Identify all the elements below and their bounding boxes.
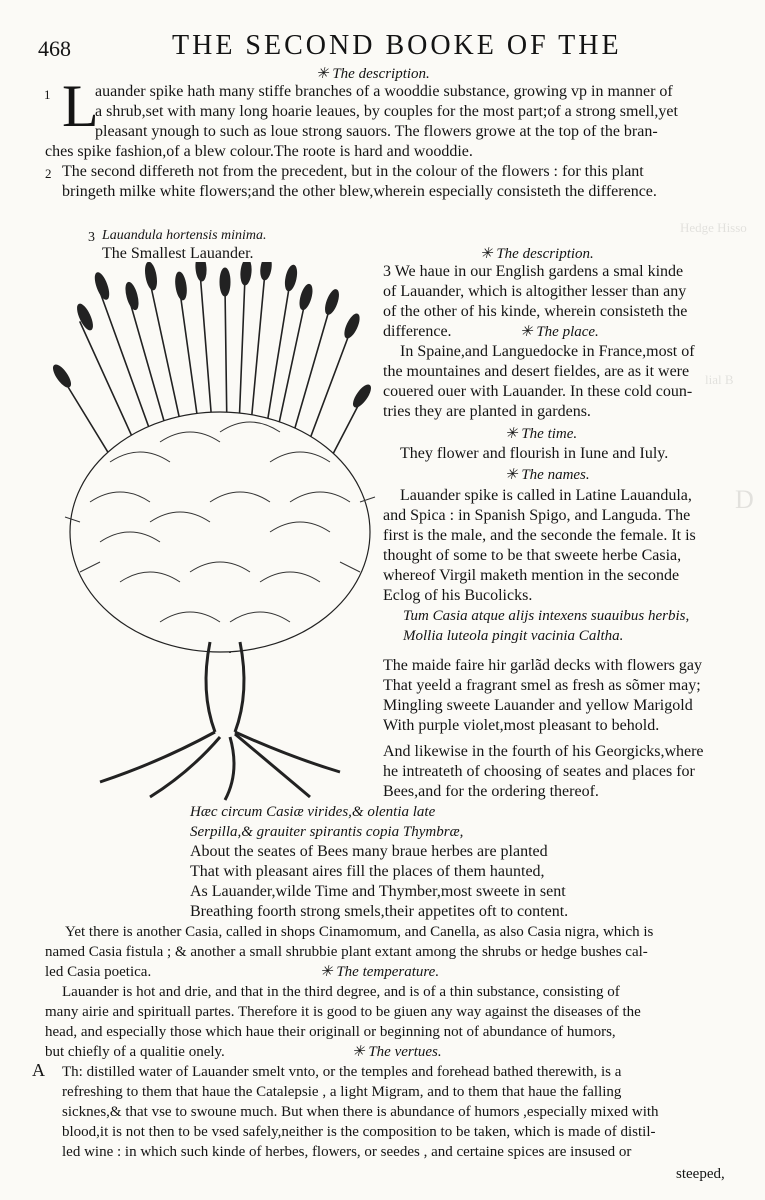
text-line: sicknes,& that vse to swoune much. But when there is abundance of humors ,especially mixed with: [62, 1104, 659, 1120]
text-line: difference.: [383, 323, 452, 340]
latin-quote-line: Tum Casia atque alijs intexens suauibus herbis,: [403, 608, 690, 624]
catchword: steeped,: [676, 1166, 725, 1182]
latin-quote-line: Hæc circum Casiæ virides,& olentia late: [190, 804, 436, 820]
text-line: And likewise in the fourth of his Georgicks,where: [383, 743, 704, 760]
section-heading-names: ✳ The names.: [505, 467, 590, 483]
bleed-through-text: lial B: [705, 372, 734, 387]
text-line: and Spica : in Spanish Spigo, and Languda. The: [383, 507, 691, 524]
text-line: of Lauander, which is altogither lesser than any: [383, 283, 687, 300]
drop-cap: L: [62, 73, 99, 139]
figure-latin-name: Lauandula hortensis minima.: [102, 228, 267, 243]
item-number: 1: [44, 87, 51, 102]
text-line: tries they are planted in gardens.: [383, 403, 591, 420]
bleed-through-text: Hedge Hisso: [680, 220, 747, 235]
text-line: led wine : in which such kinde of herbes, flowers, or seedes , and certaine spices are insused or: [62, 1144, 632, 1160]
text-line: the mountaines and desert fieldes, are as it were: [383, 363, 690, 380]
text-line: many airie and spirituall partes. Therefore it is good to be giuen any way against the diseases of the: [45, 1004, 641, 1020]
text-line: but chiefly of a qualitie onely.: [45, 1044, 225, 1060]
section-heading-place: ✳ The place.: [520, 324, 599, 340]
section-heading-time: ✳ The time.: [505, 426, 578, 442]
verse-line: Breathing foorth strong smels,their appetites oft to content.: [190, 903, 569, 920]
text-line: Lauander is hot and drie, and that in the third degree, and is of a thin substance, consisting of: [62, 984, 620, 1000]
text-line: Lauander spike is called in Latine Lauandula,: [400, 487, 692, 504]
margin-letter: A: [32, 1060, 45, 1080]
lavender-woodcut-illustration: [40, 262, 380, 802]
section-heading-description: ✳ The description.: [480, 246, 594, 262]
section-heading-temperature: ✳ The temperature.: [320, 964, 440, 980]
text-line: ches spike fashion,of a blew colour.The roote is hard and wooddie.: [45, 143, 473, 160]
verse-line: As Lauander,wilde Time and Thymber,most sweete in sent: [190, 883, 566, 900]
figure-title: The Smallest Lauander.: [102, 245, 254, 262]
text-line: of the other of his kinde, wherein consisteth the: [383, 303, 688, 320]
text-line: he intreateth of choosing of seates and places for: [383, 763, 695, 780]
text-line: Yet there is another Casia, called in shops Cinamomum, and Canella, as also Casia nigra, which is: [65, 924, 654, 940]
section-heading-vertues: ✳ The vertues.: [352, 1044, 442, 1060]
figure-number: 3: [88, 230, 95, 245]
item-number: 2: [45, 166, 52, 181]
bleed-through-text: D: [735, 485, 754, 514]
text-line: thought of some to be that sweete herbe Casia,: [383, 547, 682, 564]
page-number: 468: [38, 36, 71, 61]
verse-line: That with pleasant aires fill the places of them haunted,: [190, 863, 545, 880]
verse-line: The maide faire hir garlãd decks with flowers gay: [383, 657, 702, 674]
text-line: led Casia poetica.: [45, 964, 152, 980]
text-line: refreshing to them that haue the Catalepsie , a light Migram, and to them that haue the falling: [62, 1084, 622, 1100]
verse-line: Mingling sweete Lauander and yellow Marigold: [383, 697, 693, 714]
text-line: first is the male, and the seconde the female. It is: [383, 527, 696, 544]
running-title: THE SECOND BOOKE OF THE: [172, 30, 622, 61]
latin-quote-line: Serpilla,& grauiter spirantis copia Thymbræ,: [190, 824, 464, 840]
latin-quote-line: Mollia luteola pingit vacinia Caltha.: [403, 628, 624, 644]
text-line: They flower and flourish in Iune and Iuly.: [400, 445, 669, 462]
section-heading-description: ✳ The description.: [316, 66, 430, 82]
text-line: Eclog of his Bucolicks.: [383, 587, 533, 604]
text-line: bringeth milke white flowers;and the other blew,wherein especially consisteth the difference.: [62, 183, 657, 200]
verse-line: With purple violet,most pleasant to behold.: [383, 717, 660, 734]
text-line: a shrub,set with many long hoarie leaues, by couples for the most part;of a strong smell,yet: [95, 103, 678, 120]
text-line: whereof Virgil maketh mention in the seconde: [383, 567, 680, 584]
text-line: pleasant ynough to such as loue strong sauors. The flowers growe at the top of the bran-: [95, 123, 658, 140]
verse-line: About the seates of Bees many braue herbes are planted: [190, 843, 548, 860]
text-line: blood,it is not then to be vsed safely,neither is the composition to be taken, which is made of distil-: [62, 1124, 656, 1140]
verse-line: That yeeld a fragrant smel as fresh as sõmer may;: [383, 677, 701, 694]
text-line: In Spaine,and Languedocke in France,most of: [400, 343, 695, 360]
text-line: named Casia fistula ; & another a small shrubbie plant extant among the shrubs or hedge bushes cal-: [45, 944, 648, 960]
text-line: The second differeth not from the precedent, but in the colour of the flowers : for this plant: [62, 163, 644, 180]
text-line: head, and especially those which haue their originall or beginning not of abundance of humors,: [45, 1024, 616, 1040]
text-line: Bees,and for the ordering thereof.: [383, 783, 599, 800]
text-line: auander spike hath many stiffe branches of a wooddie substance, growing vp in manner of: [95, 83, 673, 100]
text-line: 3 We haue in our English gardens a smal kinde: [383, 263, 684, 280]
text-line: Th: distilled water of Lauander smelt vnto, or the temples and forehead bathed therewith, is a: [62, 1064, 622, 1080]
text-line: couered ouer with Lauander. In these cold coun-: [383, 383, 693, 400]
